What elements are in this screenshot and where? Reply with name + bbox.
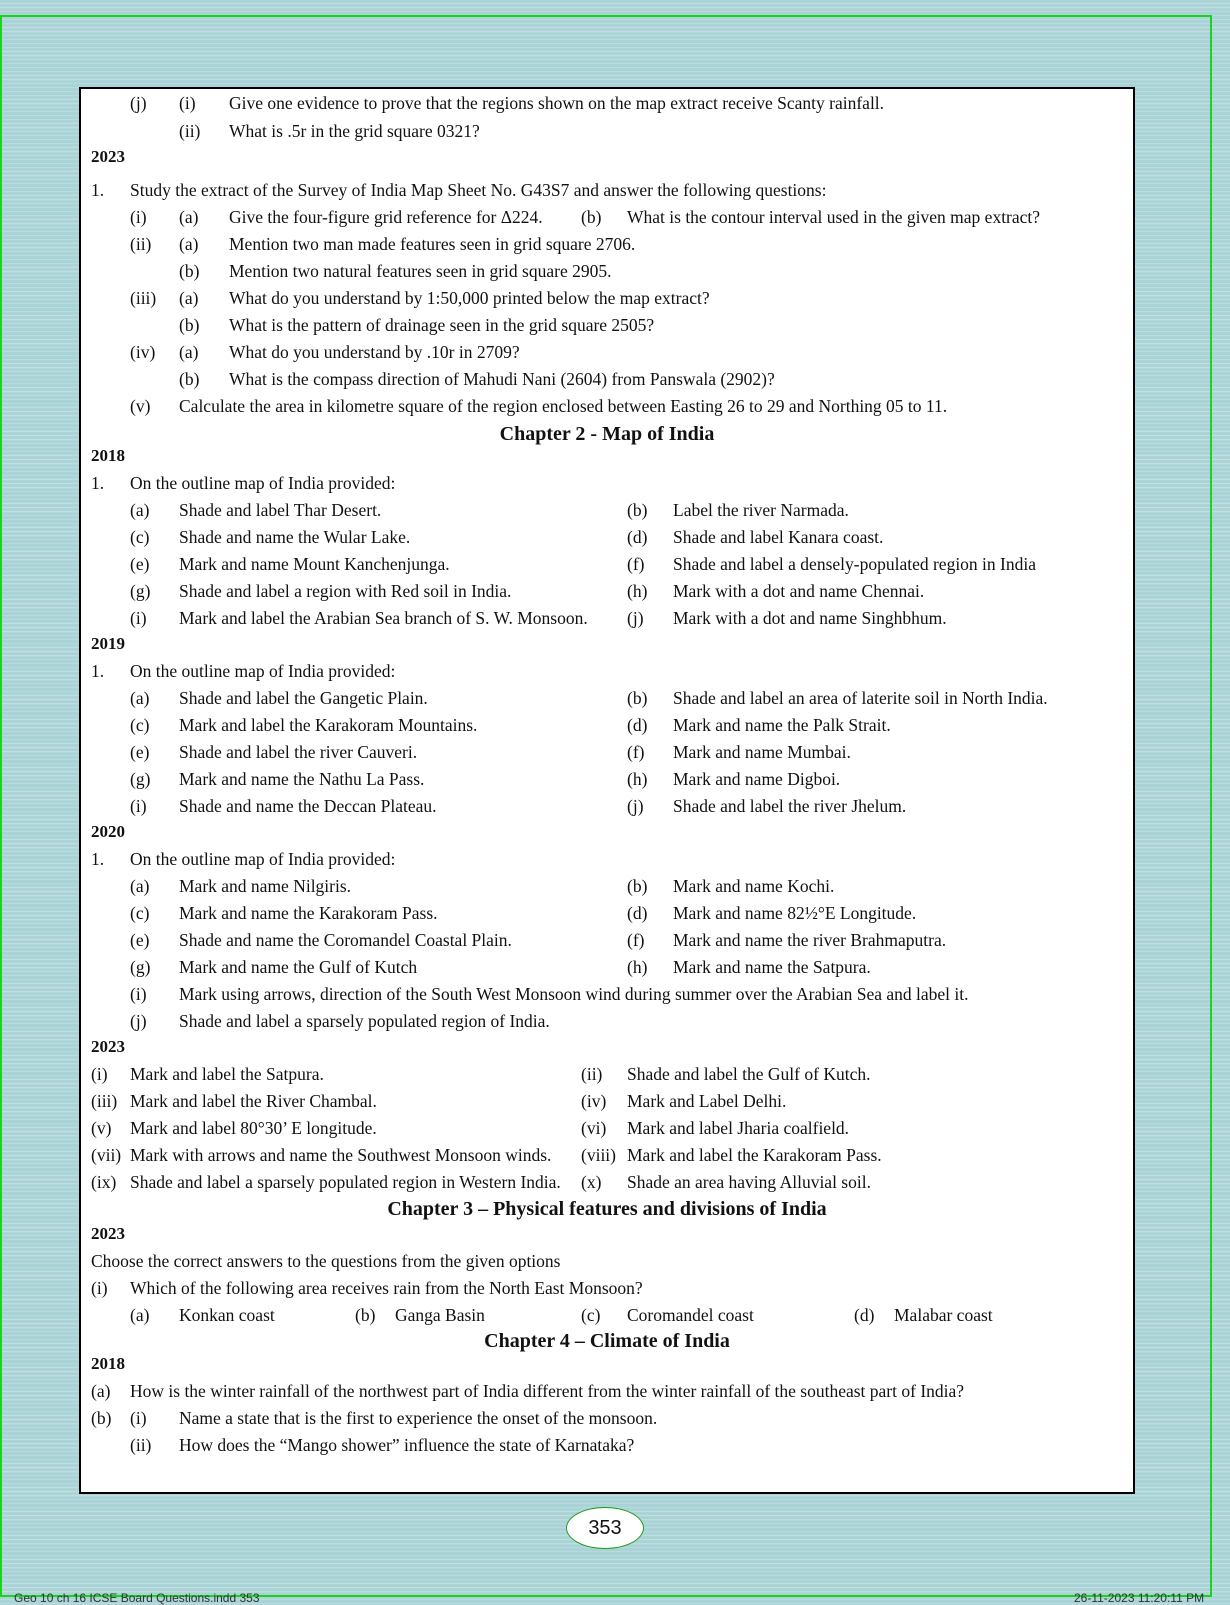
list-item: Mark and label the Arabian Sea branch of S. W. Monsoon. [179,608,588,628]
list-item: Shade and name the Coromandel Coastal Plain. [179,930,512,950]
year-heading: 2023 [91,1037,125,1056]
list-item: Mark using arrows, direction of the South West Monsoon wind during summer over the Arabian Sea and label it. [179,984,969,1004]
list-item: Shade and name the Wular Lake. [179,527,411,547]
option-label: (a) [130,688,150,708]
question-text: Name a state that is the first to experience the onset of the monsoon. [179,1408,658,1428]
option-label: (c) [130,715,150,735]
year-heading: 2020 [91,822,125,841]
option-label: (h) [627,957,648,977]
list-item: Mark and name Digboi. [673,769,841,789]
list-item: Mark and label Jharia coalfield. [627,1118,850,1138]
option-label: (iii) [91,1091,118,1111]
list-item: Mark and name the Nathu La Pass. [179,769,425,789]
option-label: (viii) [581,1145,616,1165]
list-item: Mark and label the Karakoram Mountains. [179,715,478,735]
list-item: Mark and name the Karakoram Pass. [179,903,438,923]
footer-timestamp: 26-11-2023 11:20:11 PM [1074,1591,1205,1605]
list-item: Mark and name the Palk Strait. [673,715,891,735]
list-item: Shade and label the river Cauveri. [179,742,418,762]
question-text: What is the compass direction of Mahudi Nani (2604) from Panswala (2902)? [229,369,775,389]
question-text: What is the contour interval used in the given map extract? [627,207,1041,227]
option-label: (j) [130,1011,147,1031]
list-item: Mark and label the River Chambal. [130,1091,377,1111]
year-heading: 2018 [91,446,125,465]
question-text: What do you understand by 1:50,000 printed below the map extract? [229,288,710,308]
list-item: Shade and label the river Jhelum. [673,796,907,816]
question-text: On the outline map of India provided: [130,849,396,869]
option-label: (g) [130,957,151,977]
option-label: (i) [130,796,147,816]
list-item: Mark with arrows and name the Southwest Monsoon winds. [130,1145,552,1165]
option-label: (f) [627,742,645,762]
option-label: (b) [179,261,200,281]
option-label: (i) [91,1064,108,1084]
option-label: (i) [130,608,147,628]
option-label: (d) [627,903,648,923]
year-heading: 2018 [91,1354,125,1373]
option-label: (h) [627,769,648,789]
question-number: (b) [91,1408,112,1428]
option-label: (a) [179,342,199,362]
question-number: (i) [91,1278,108,1298]
question-number: (a) [91,1381,111,1401]
option-label: (g) [130,769,151,789]
question-text: Mention two man made features seen in grid square 2706. [229,234,636,254]
subquestion-label: (iii) [130,288,157,308]
option-label: (v) [91,1118,112,1138]
list-item: Shade and label Kanara coast. [673,527,884,547]
question-text: What is .5r in the grid square 0321? [229,121,480,141]
year-heading: 2023 [91,1224,125,1243]
option-label: (d) [627,527,648,547]
question-text: On the outline map of India provided: [130,473,396,493]
option-label: (e) [130,554,150,574]
option-text: Coromandel coast [627,1305,754,1325]
subquestion-label: (v) [130,396,151,416]
chapter-heading: Chapter 2 - Map of India [499,423,715,445]
option-label: (ii) [581,1064,603,1084]
option-label: (b) [627,500,648,520]
year-heading: 2023 [91,147,125,166]
question-text: Give the four-figure grid reference for Δ224. [229,207,543,227]
option-label: (c) [130,903,150,923]
list-item: Label the river Narmada. [673,500,849,520]
chapter-heading: Chapter 3 – Physical features and divisions of India [387,1198,827,1220]
option-text: Konkan coast [179,1305,275,1325]
option-label: (a) [130,1305,150,1325]
option-label: (e) [130,742,150,762]
question-text: What is the pattern of drainage seen in the grid square 2505? [229,315,655,335]
option-label: (b) [627,876,648,896]
option-label: (f) [627,554,645,574]
option-label: (c) [581,1305,601,1325]
list-item: Mark with a dot and name Chennai. [673,581,925,601]
list-item: Mark and name the Gulf of Kutch [179,957,418,977]
list-item: Mark and label 80°30’ E longitude. [130,1118,377,1138]
question-number: 1. [91,849,105,869]
option-label: (b) [627,688,648,708]
option-label: (h) [627,581,648,601]
list-item: Shade an area having Alluvial soil. [627,1172,871,1192]
question-page [79,87,1135,1494]
question-label: (j) [130,93,147,113]
option-label: (i) [130,984,147,1004]
option-label: (a) [179,288,199,308]
subquestion-label: (ii) [130,234,152,254]
question-text: How is the winter rainfall of the northwest part of India different from the winter rainfall of the southeast part of India? [130,1381,965,1401]
question-text: Give one evidence to prove that the regions shown on the map extract receive Scanty rainfall. [229,93,885,113]
list-item: Shade and label the Gangetic Plain. [179,688,428,708]
option-label: (f) [627,930,645,950]
list-item: Mark and label the Satpura. [130,1064,324,1084]
question-number: 1. [91,180,105,200]
question-text: What do you understand by .10r in 2709? [229,342,520,362]
subquestion-label: (i) [179,93,196,113]
page-number: 353 [566,1507,644,1549]
subquestion-label: (iv) [130,342,156,362]
list-item: Shade and name the Deccan Plateau. [179,796,437,816]
question-text: How does the “Mango shower” influence the state of Karnataka? [179,1435,635,1455]
year-heading: 2019 [91,634,125,653]
footer-file-info: Geo 10 ch 16 ICSE Board Questions.indd 353 [14,1591,260,1605]
list-item: Shade and label an area of laterite soil in North India. [673,688,1048,708]
option-label: (a) [179,234,199,254]
option-label: (b) [179,315,200,335]
list-item: Mark with a dot and name Singhbhum. [673,608,947,628]
option-label: (vi) [581,1118,607,1138]
question-text: Calculate the area in kilometre square of the region enclosed between Easting 26 to 29 and Northing 05 to 11. [179,396,948,416]
question-number: 1. [91,661,105,681]
option-label: (c) [130,527,150,547]
list-item: Mark and name the river Brahmaputra. [673,930,947,950]
option-label: (b) [179,369,200,389]
list-item: Mark and Label Delhi. [627,1091,787,1111]
question-text: Study the extract of the Survey of India Map Sheet No. G43S7 and answer the following questions: [130,180,827,200]
option-label: (b) [581,207,602,227]
subquestion-label: (i) [130,207,147,227]
list-item: Mark and name 82½°E Longitude. [673,903,917,923]
question-text: Mention two natural features seen in grid square 2905. [229,261,612,281]
question-text: Which of the following area receives rain from the North East Monsoon? [130,1278,643,1298]
option-label: (a) [130,500,150,520]
list-item: Mark and name Mumbai. [673,742,851,762]
list-item: Shade and label a sparsely populated region in Western India. [130,1172,561,1192]
option-label: (a) [130,876,150,896]
option-label: (ix) [91,1172,117,1192]
option-label: (e) [130,930,150,950]
list-item: Mark and name the Satpura. [673,957,871,977]
list-item: Mark and name Mount Kanchenjunga. [179,554,450,574]
subquestion-label: (ii) [130,1435,152,1455]
subquestion-label: (i) [130,1408,147,1428]
list-item: Shade and label a region with Red soil in India. [179,581,512,601]
chapter-heading: Chapter 4 – Climate of India [484,1330,730,1352]
option-label: (g) [130,581,151,601]
question-text: On the outline map of India provided: [130,661,396,681]
list-item: Mark and label the Karakoram Pass. [627,1145,882,1165]
instruction-text: Choose the correct answers to the questions from the given options [91,1251,561,1271]
option-text: Ganga Basin [395,1305,485,1325]
list-item: Shade and label Thar Desert. [179,500,382,520]
option-text: Malabar coast [894,1305,993,1325]
question-number: 1. [91,473,105,493]
list-item: Shade and label a densely-populated region in India [673,554,1037,574]
option-label: (b) [355,1305,376,1325]
subquestion-label: (ii) [179,121,201,141]
option-label: (d) [627,715,648,735]
option-label: (j) [627,796,644,816]
option-label: (a) [179,207,199,227]
list-item: Shade and label the Gulf of Kutch. [627,1064,871,1084]
option-label: (j) [627,608,644,628]
option-label: (x) [581,1172,602,1192]
list-item: Shade and label a sparsely populated region of India. [179,1011,550,1031]
option-label: (d) [854,1305,875,1325]
list-item: Mark and name Kochi. [673,876,835,896]
list-item: Mark and name Nilgiris. [179,876,352,896]
option-label: (vii) [91,1145,122,1165]
option-label: (iv) [581,1091,607,1111]
